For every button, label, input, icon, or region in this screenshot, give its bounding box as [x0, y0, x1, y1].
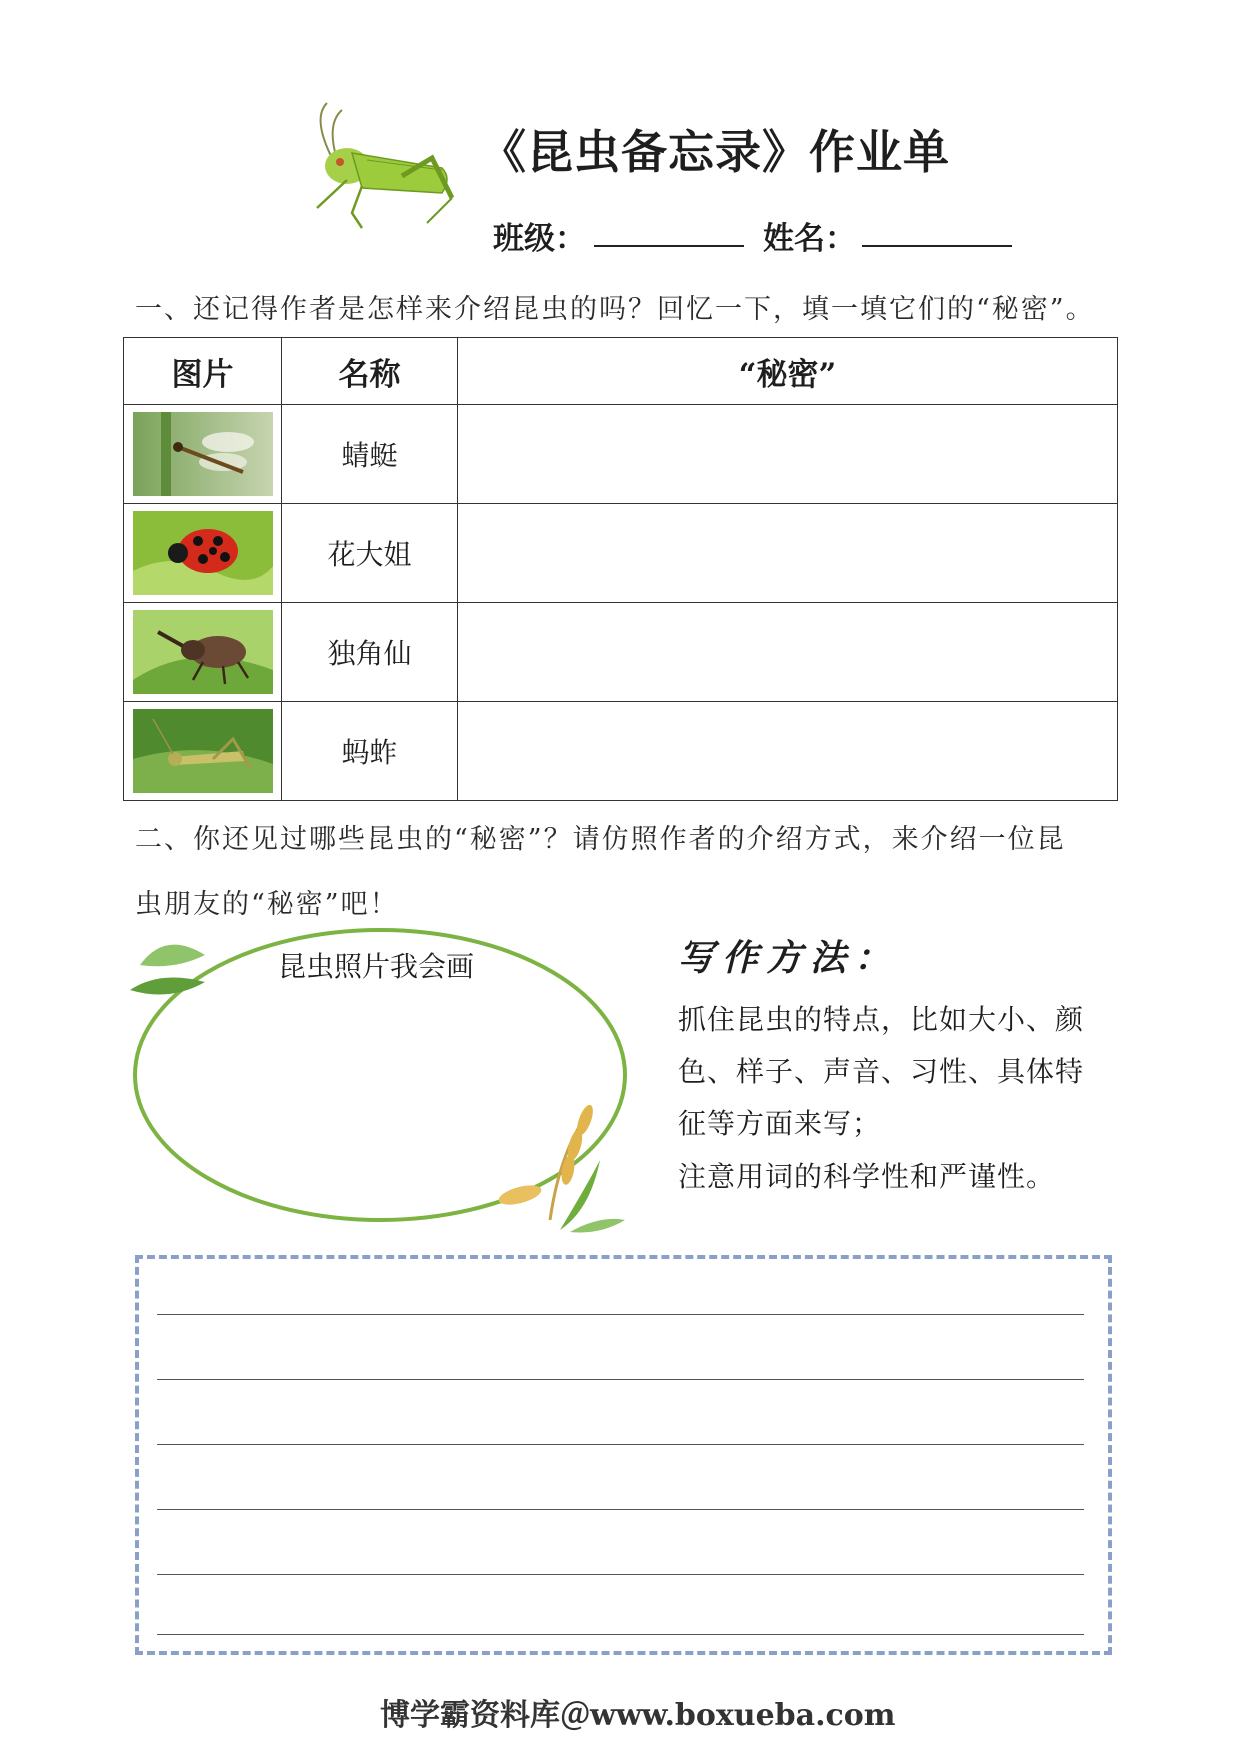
- col-header-name: 名称: [282, 338, 458, 405]
- rhinoceros-beetle-photo: [133, 610, 273, 694]
- table-row: [124, 405, 1118, 504]
- grasshopper-photo: [133, 709, 273, 793]
- method-line: 抓住昆虫的特点，比如大小、颜: [678, 1003, 1085, 1036]
- insect-table: [123, 337, 1118, 801]
- page-title: 《昆虫备忘录》作业单: [480, 125, 950, 179]
- ladybug-photo: [133, 511, 273, 595]
- method-title: 写作方法：: [678, 937, 899, 979]
- col-header-secret: “秘密”: [458, 338, 1118, 405]
- writing-line[interactable]: [157, 1314, 1084, 1315]
- secret-cell[interactable]: [458, 603, 1118, 702]
- drawing-label: 昆虫照片我会画: [278, 950, 475, 983]
- writing-line[interactable]: [157, 1574, 1084, 1575]
- writing-box[interactable]: [135, 1255, 1112, 1655]
- insect-name: 花大姐: [282, 504, 458, 603]
- col-header-image: 图片: [124, 338, 282, 405]
- insect-name: 独角仙: [282, 603, 458, 702]
- method-line: 色、样子、声音、习性、具体特: [678, 1055, 1085, 1088]
- writing-line[interactable]: [157, 1509, 1084, 1510]
- writing-line[interactable]: [157, 1379, 1084, 1380]
- section1-question: 一、还记得作者是怎样来介绍昆虫的吗？回忆一下，填一填它们的“秘密”。: [135, 294, 1095, 325]
- grasshopper-illustration: [292, 98, 462, 243]
- name-label: 姓名：: [763, 221, 856, 257]
- table-header-row: [124, 338, 1118, 405]
- secret-cell[interactable]: [458, 405, 1118, 504]
- table-row: [124, 603, 1118, 702]
- section2-question-line1: 二、你还见过哪些昆虫的“秘密”？请仿照作者的介绍方式，来介绍一位昆: [135, 824, 1066, 855]
- table-row: [124, 504, 1118, 603]
- dragonfly-photo: [133, 412, 273, 496]
- footer-watermark: 博学霸资料库＠www.boxueba.com: [380, 1698, 896, 1733]
- class-label: 班级：: [493, 221, 586, 257]
- writing-line[interactable]: [157, 1634, 1084, 1635]
- name-input-line[interactable]: [862, 245, 1012, 247]
- table-row: [124, 702, 1118, 801]
- writing-line[interactable]: [157, 1444, 1084, 1445]
- secret-cell[interactable]: [458, 702, 1118, 801]
- secret-cell[interactable]: [458, 504, 1118, 603]
- method-line: 注意用词的科学性和严谨性。: [678, 1160, 1056, 1193]
- insect-name: 蚂蚱: [282, 702, 458, 801]
- section2-question-line2: 虫朋友的“秘密”吧！: [135, 889, 399, 920]
- leaf-icon: [140, 945, 205, 967]
- class-input-line[interactable]: [594, 245, 744, 247]
- method-line: 征等方面来写；: [678, 1107, 882, 1140]
- insect-name: 蜻蜓: [282, 405, 458, 504]
